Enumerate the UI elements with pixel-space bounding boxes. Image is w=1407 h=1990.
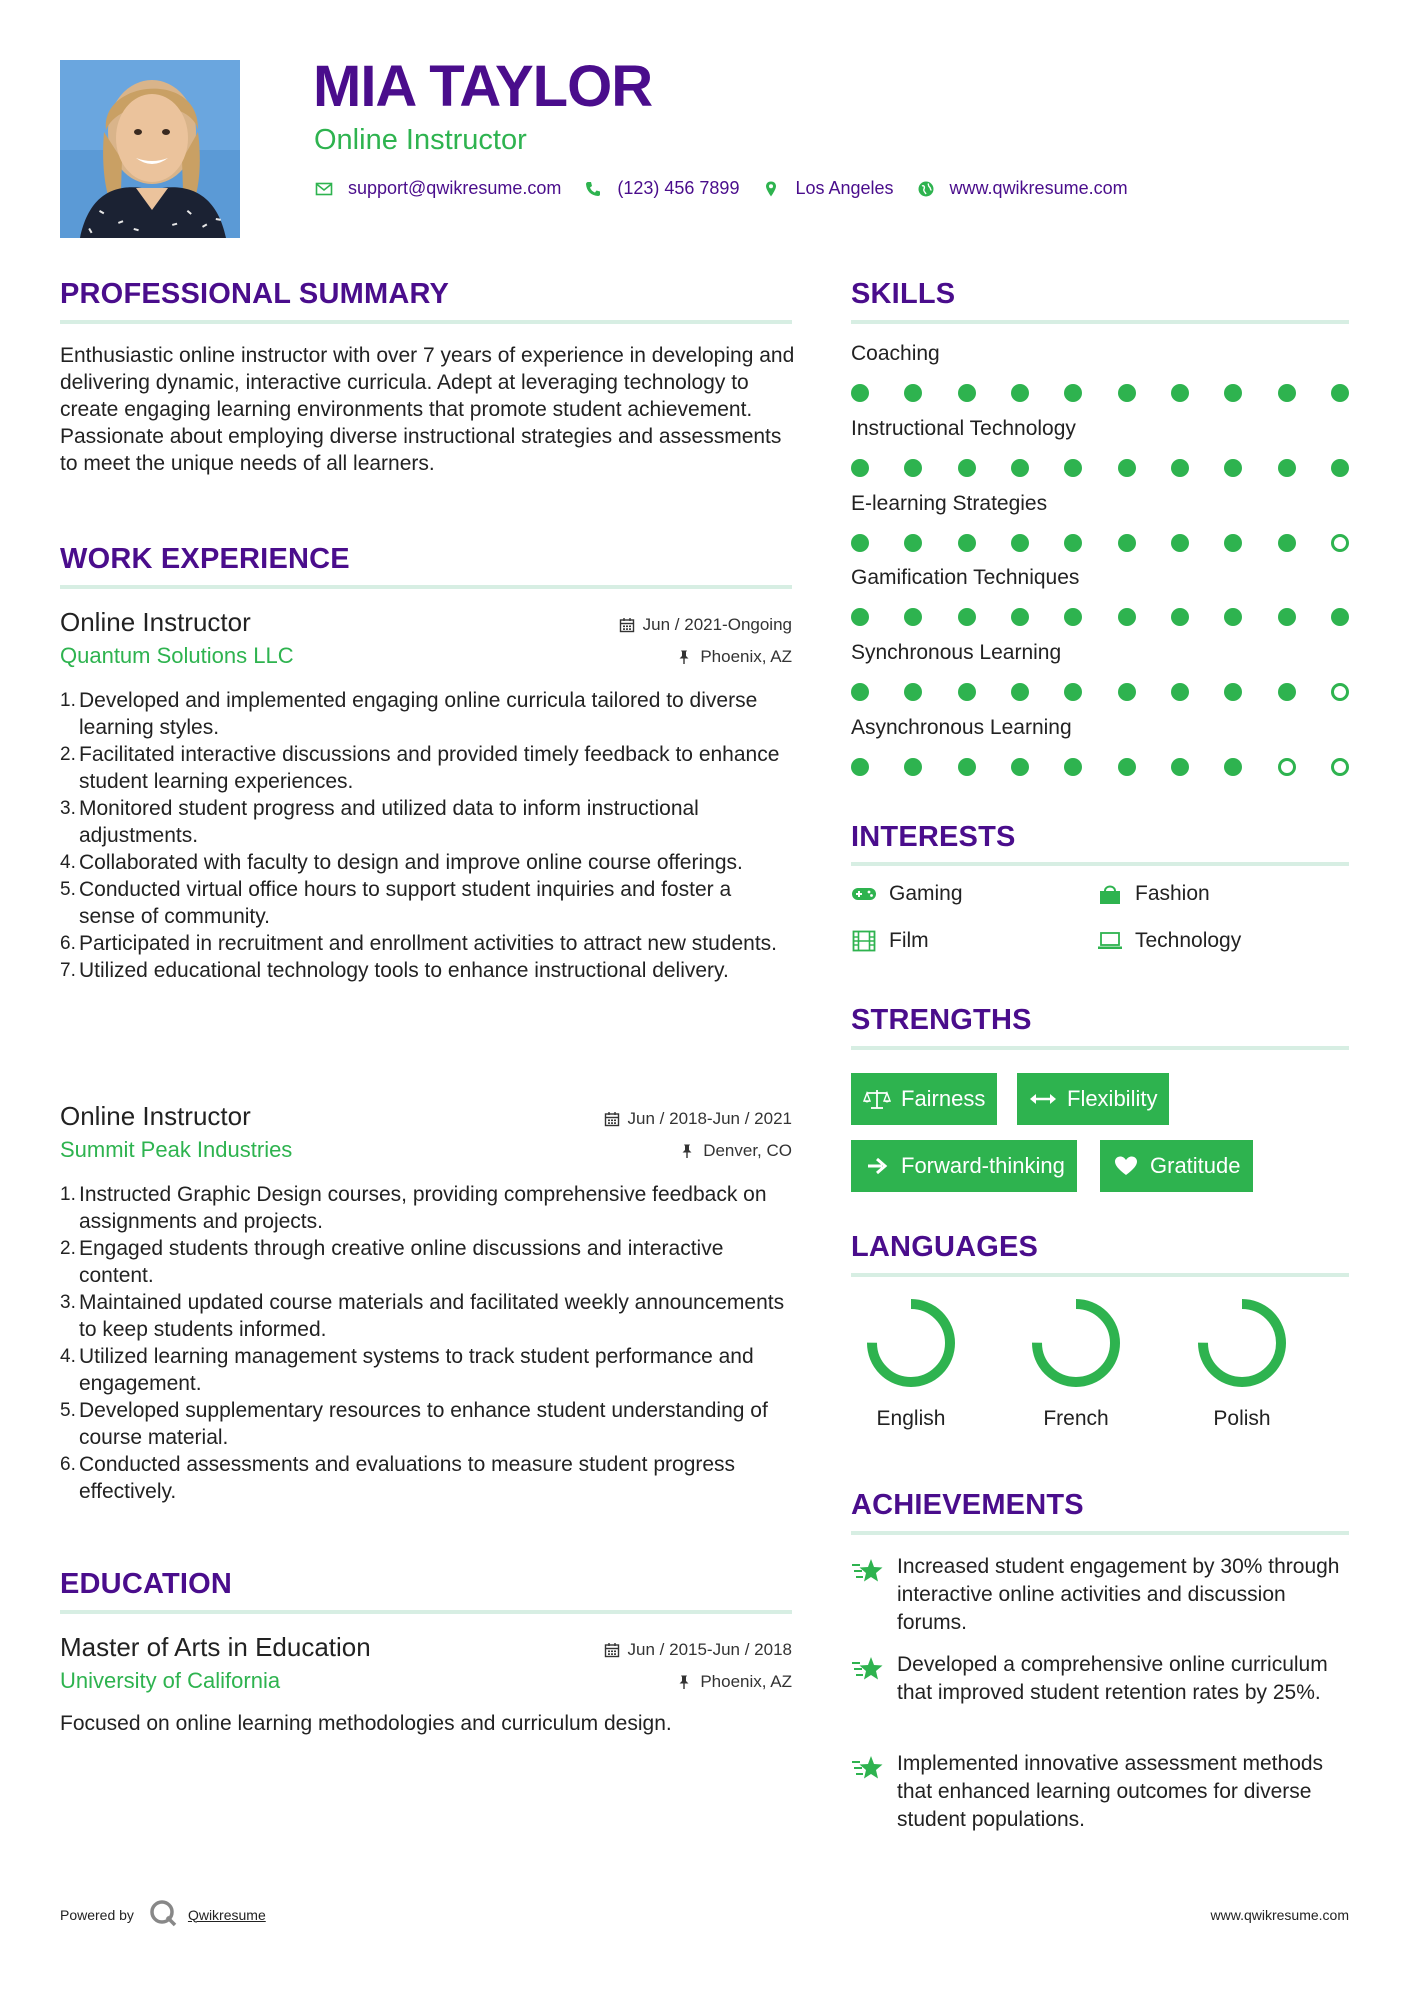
rating-dot-filled (958, 683, 976, 701)
language-name: French (1043, 1407, 1109, 1430)
achievements-divider (851, 1531, 1349, 1535)
skill-name: Synchronous Learning (851, 641, 1062, 664)
interest-item-fashion (1097, 882, 1210, 906)
skill-rating (851, 459, 1349, 477)
list-item: 3. Monitored student progress and utilized data to inform instructional adjustments. (60, 797, 699, 847)
strength-label: Gratitude (1150, 1153, 1241, 1178)
rating-dot-filled (1278, 608, 1296, 626)
job-entry (60, 1101, 792, 1505)
skill-item (851, 566, 1349, 626)
contact-email[interactable] (314, 178, 561, 199)
rating-dot-filled (1064, 758, 1082, 776)
qwikresume-logo-icon (148, 1898, 178, 1931)
arrow-right-icon (863, 1155, 891, 1177)
globe-icon (916, 179, 936, 199)
skill-rating (851, 384, 1349, 402)
footer-website[interactable]: www.qwikresume.com (1210, 1907, 1349, 1923)
rating-dot-filled (1171, 683, 1189, 701)
rating-dot-filled (958, 459, 976, 477)
skill-item (851, 641, 1349, 701)
degree: Master of Arts in Education (60, 1632, 371, 1662)
summary-divider (60, 320, 792, 324)
experience-heading: WORK EXPERIENCE (60, 543, 350, 575)
rating-dot-filled (851, 608, 869, 626)
interest-label: Film (889, 929, 929, 952)
job-location (676, 647, 792, 667)
film-icon (851, 930, 877, 952)
heart-icon (1112, 1155, 1140, 1177)
skill-name: Instructional Technology (851, 417, 1076, 440)
website-text: www.qwikresume.com (949, 178, 1128, 198)
rating-dot-filled (1278, 683, 1296, 701)
language-item (1177, 1297, 1307, 1431)
rating-dot-filled (1064, 534, 1082, 552)
skill-rating (851, 608, 1349, 626)
strength-label: Flexibility (1067, 1086, 1158, 1111)
skill-item (851, 492, 1349, 552)
candidate-title: Online Instructor (314, 124, 527, 156)
job-location-text: Phoenix, AZ (700, 647, 792, 666)
list-item: 4. Collaborated with faculty to design and improve online course offerings. (60, 851, 743, 874)
job-date (604, 1109, 792, 1129)
language-item (1011, 1297, 1141, 1431)
achievement-text: Implemented innovative assessment methods that enhanced learning outcomes for diverse student populations. (897, 1752, 1324, 1831)
rating-dot-filled (1118, 608, 1136, 626)
rating-dot-filled (1118, 758, 1136, 776)
rating-dot-filled (1278, 384, 1296, 402)
job-date (619, 615, 792, 635)
education-location-text: Phoenix, AZ (700, 1672, 792, 1691)
pushpin-icon (676, 1674, 692, 1690)
contact-location (761, 178, 893, 199)
rating-dot-filled (1064, 683, 1082, 701)
job-company: Quantum Solutions LLC (60, 643, 294, 668)
education-location (676, 1672, 792, 1692)
rating-dot-filled (904, 683, 922, 701)
education-description: Focused on online learning methodologies and curriculum design. (60, 1712, 672, 1735)
rating-dot-filled (958, 758, 976, 776)
envelope-icon (314, 179, 334, 199)
footer-powered-by (60, 1898, 266, 1931)
rating-dot-filled (1331, 459, 1349, 477)
rating-dot-filled (851, 384, 869, 402)
list-item: 1. Developed and implemented engaging online curricula tailored to diverse learning styles. (60, 689, 758, 739)
job-duties (60, 1181, 792, 1505)
contact-website[interactable] (916, 178, 1128, 199)
calendar-icon (619, 617, 635, 633)
languages-heading: LANGUAGES (851, 1231, 1039, 1263)
education-date (604, 1640, 792, 1660)
skill-name: Asynchronous Learning (851, 716, 1072, 739)
list-item: 2. Facilitated interactive discussions and provided timely feedback to enhance student learning experiences. (60, 743, 780, 793)
rating-dot-empty (1331, 683, 1349, 701)
achievement-text: Increased student engagement by 30% through interactive online activities and discussion forums. (897, 1555, 1340, 1634)
rating-dot-filled (904, 384, 922, 402)
rating-dot-filled (1011, 758, 1029, 776)
arrows-horizontal-icon (1029, 1088, 1057, 1110)
interests-heading: INTERESTS (851, 821, 1016, 853)
strength-badge-gratitude (1100, 1140, 1253, 1192)
star-award-icon (851, 1557, 885, 1637)
strengths-heading: STRENGTHS (851, 1004, 1032, 1036)
shopping-bag-icon (1097, 883, 1123, 905)
rating-dot-filled (851, 534, 869, 552)
job-role: Online Instructor (60, 607, 251, 637)
experience-divider (60, 585, 792, 589)
interest-label: Gaming (889, 882, 963, 905)
job-date-text: Jun / 2018-Jun / 2021 (627, 1109, 792, 1128)
rating-dot-filled (1011, 608, 1029, 626)
rating-dot-filled (1331, 608, 1349, 626)
rating-dot-filled (1011, 534, 1029, 552)
rating-dot-filled (1171, 608, 1189, 626)
list-item: 6. Conducted assessments and evaluations to measure student progress effectively. (60, 1453, 736, 1503)
interest-label: Technology (1135, 929, 1242, 952)
interest-item-film (851, 929, 929, 953)
rating-dot-filled (1064, 608, 1082, 626)
job-entry (60, 607, 792, 984)
summary-text: Enthusiastic online instructor with over 7 years of experience in developing and delivering dynamic, interactive curricula. Adept at leveraging technology to create engaging learning environments that promote student achievement. Passionate about employing diverse instructional strategies and assessments to meet the unique needs of all learners. (60, 344, 795, 475)
powered-by-text: Powered by (60, 1906, 134, 1923)
calendar-icon (604, 1111, 620, 1127)
language-item (846, 1297, 976, 1431)
skills-heading: SKILLS (851, 278, 956, 310)
star-award-icon (851, 1754, 885, 1834)
list-item: 7. Utilized educational technology tools to enhance instructional delivery. (60, 959, 729, 982)
rating-dot-filled (904, 459, 922, 477)
job-company: Summit Peak Industries (60, 1137, 293, 1162)
skill-rating (851, 683, 1349, 701)
rating-dot-filled (1224, 758, 1242, 776)
list-item: 5. Conducted virtual office hours to support student inquiries and foster a sense of community. (60, 878, 732, 928)
language-name: Polish (1213, 1407, 1271, 1430)
list-item: 4. Utilized learning management systems to track student performance and engagement. (60, 1345, 754, 1395)
language-level-ring (865, 1297, 957, 1389)
list-item: 3. Maintained updated course materials and facilitated weekly announcements to keep students informed. (60, 1291, 785, 1341)
rating-dot-empty (1331, 758, 1349, 776)
job-role: Online Instructor (60, 1101, 251, 1131)
rating-dot-filled (1118, 384, 1136, 402)
interests-divider (851, 862, 1349, 866)
rating-dot-filled (958, 384, 976, 402)
laptop-icon (1097, 930, 1123, 952)
calendar-icon (604, 1642, 620, 1658)
contact-phone[interactable] (583, 178, 739, 199)
rating-dot-filled (851, 758, 869, 776)
rating-dot-filled (1278, 459, 1296, 477)
list-item: 2. Engaged students through creative online discussions and interactive content. (60, 1237, 724, 1287)
list-item: 5. Developed supplementary resources to enhance student understanding of course material. (60, 1399, 768, 1449)
rating-dot-filled (1011, 459, 1029, 477)
language-level-arc (1037, 1304, 1115, 1382)
job-location (679, 1141, 792, 1161)
strengths-divider (851, 1046, 1349, 1050)
school: University of California (60, 1668, 281, 1693)
rating-dot-empty (1331, 534, 1349, 552)
email-text: support@qwikresume.com (348, 178, 562, 198)
skills-divider (851, 320, 1349, 324)
rating-dot-filled (1118, 683, 1136, 701)
education-divider (60, 1610, 792, 1614)
rating-dot-filled (851, 459, 869, 477)
strength-label: Fairness (901, 1086, 986, 1111)
skill-name: E-learning Strategies (851, 492, 1048, 515)
education-entry (60, 1632, 792, 1736)
qwikresume-link[interactable]: Qwikresume (187, 1906, 266, 1923)
skill-name: Gamification Techniques (851, 566, 1080, 589)
skill-rating (851, 758, 1349, 776)
job-date-text: Jun / 2021-Ongoing (642, 615, 792, 634)
location-text: Los Angeles (795, 178, 894, 198)
language-name: English (876, 1407, 946, 1430)
rating-dot-filled (1064, 459, 1082, 477)
star-award-icon (851, 1655, 885, 1707)
interest-label: Fashion (1135, 882, 1210, 905)
summary-heading: PROFESSIONAL SUMMARY (60, 278, 450, 310)
rating-dot-filled (1011, 384, 1029, 402)
rating-dot-filled (1278, 534, 1296, 552)
interest-item-technology (1097, 929, 1241, 953)
pushpin-icon (676, 649, 692, 665)
contact-bar (314, 178, 1150, 199)
language-level-arc (872, 1304, 950, 1382)
interest-item-gaming (851, 882, 963, 906)
strength-badge-fairness (851, 1073, 997, 1125)
gamepad-icon (851, 883, 877, 905)
achievements-heading: ACHIEVEMENTS (851, 1489, 1084, 1521)
list-item: 6. Participated in recruitment and enrollment activities to attract new students. (60, 932, 778, 955)
language-level-ring (1030, 1297, 1122, 1389)
pushpin-icon (679, 1143, 695, 1159)
rating-dot-filled (1224, 534, 1242, 552)
rating-dot-filled (851, 683, 869, 701)
rating-dot-filled (1224, 608, 1242, 626)
rating-dot-filled (904, 758, 922, 776)
skill-item (851, 342, 1349, 402)
strength-badge-flexibility (1017, 1073, 1169, 1125)
education-heading: EDUCATION (60, 1568, 233, 1600)
rating-dot-filled (1224, 459, 1242, 477)
rating-dot-filled (958, 608, 976, 626)
rating-dot-filled (1118, 459, 1136, 477)
rating-dot-filled (1224, 384, 1242, 402)
rating-dot-empty (1278, 758, 1296, 776)
rating-dot-filled (958, 534, 976, 552)
phone-icon (583, 179, 603, 199)
language-level-arc (1203, 1304, 1281, 1382)
profile-photo (60, 60, 240, 238)
job-location-text: Denver, CO (703, 1141, 792, 1160)
skill-rating (851, 534, 1349, 552)
balance-scale-icon (863, 1088, 891, 1110)
languages-divider (851, 1273, 1349, 1277)
achievement-item (851, 1750, 1351, 1834)
map-marker-icon (761, 179, 781, 199)
list-item: 1. Instructed Graphic Design courses, providing comprehensive feedback on assignments and projects. (60, 1183, 767, 1233)
achievement-item (851, 1553, 1351, 1637)
rating-dot-filled (904, 534, 922, 552)
skill-name: Coaching (851, 342, 940, 365)
strength-badge-forward-thinking (851, 1140, 1077, 1192)
rating-dot-filled (1224, 683, 1242, 701)
education-date-text: Jun / 2015-Jun / 2018 (627, 1640, 792, 1659)
rating-dot-filled (1171, 758, 1189, 776)
rating-dot-filled (1064, 384, 1082, 402)
rating-dot-filled (1171, 534, 1189, 552)
rating-dot-filled (1171, 384, 1189, 402)
candidate-name: MIA TAYLOR (313, 54, 653, 119)
phone-text: (123) 456 7899 (617, 178, 740, 198)
skill-item (851, 417, 1349, 477)
language-level-ring (1196, 1297, 1288, 1389)
strength-label: Forward-thinking (901, 1153, 1065, 1178)
skill-item (851, 716, 1349, 776)
rating-dot-filled (1011, 683, 1029, 701)
rating-dot-filled (1171, 459, 1189, 477)
rating-dot-filled (1331, 384, 1349, 402)
rating-dot-filled (1118, 534, 1136, 552)
achievement-text: Developed a comprehensive online curriculum that improved student retention rates by 25%. (897, 1653, 1328, 1704)
job-duties (60, 687, 792, 984)
rating-dot-filled (904, 608, 922, 626)
achievement-item (851, 1651, 1351, 1707)
